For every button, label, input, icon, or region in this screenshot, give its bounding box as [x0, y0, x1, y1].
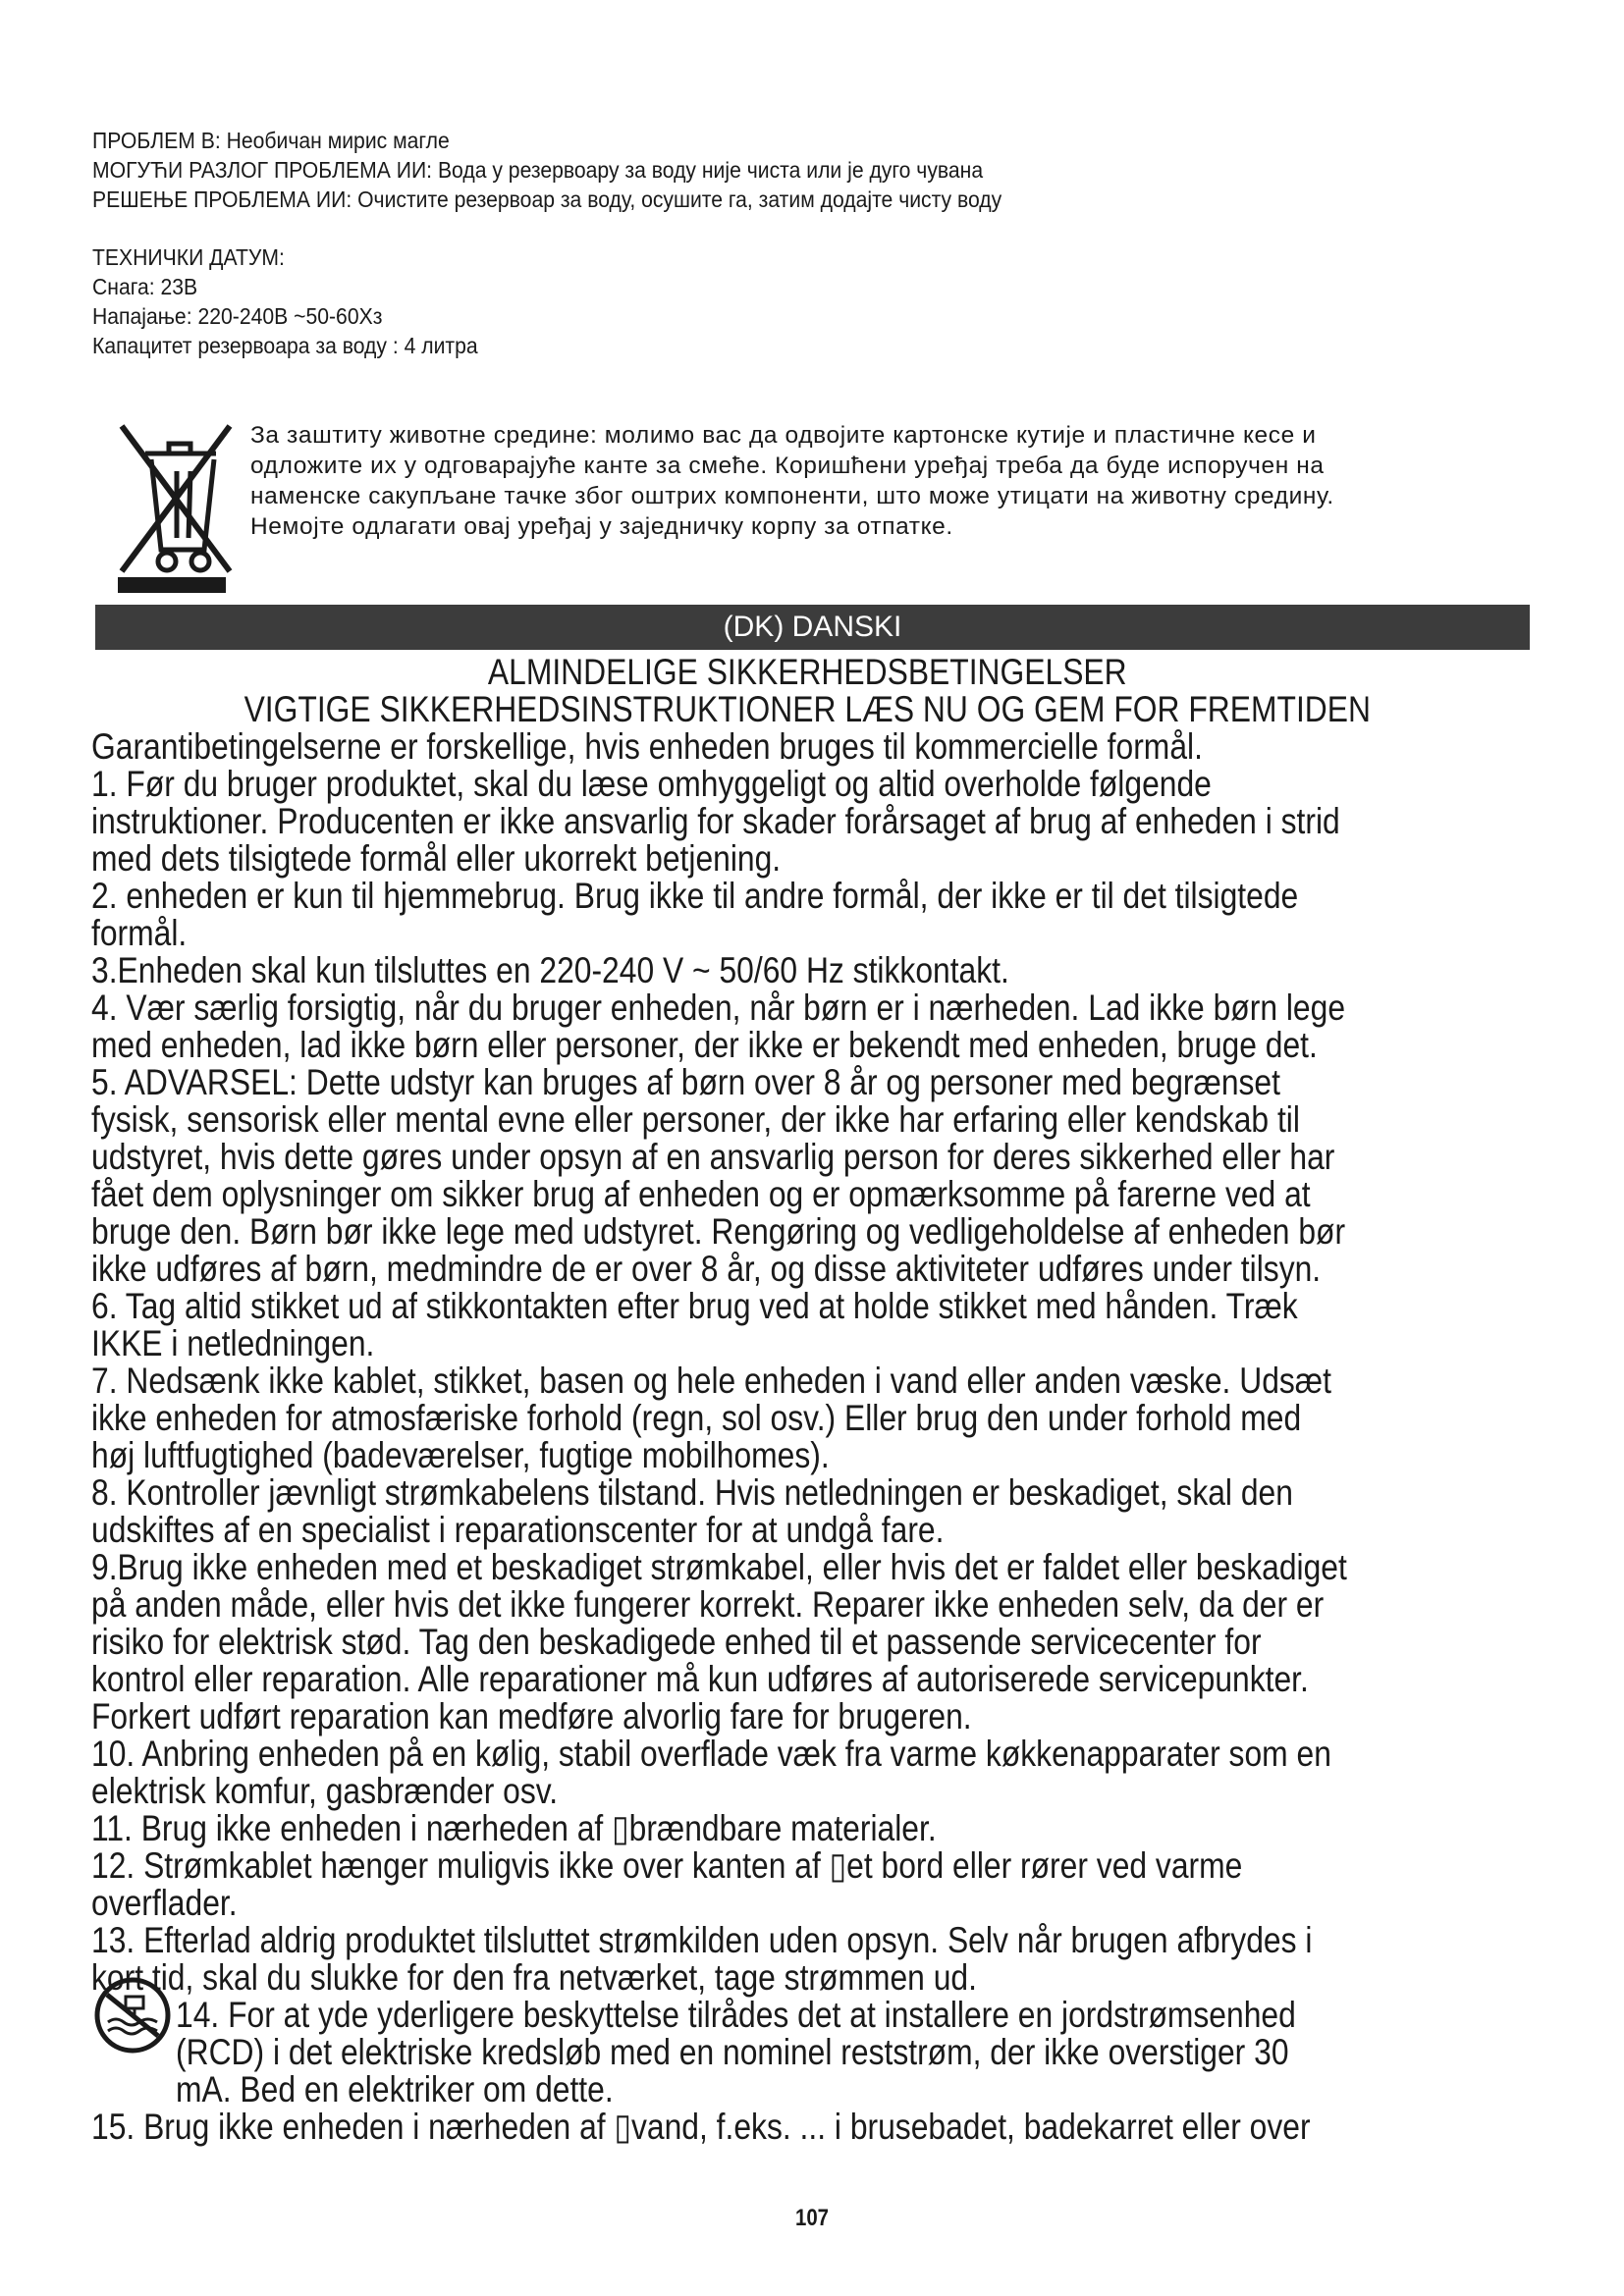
dk-line: 11. Brug ikke enheden i nærheden af ▯brændbare materialer. [91, 1808, 937, 1848]
dk-line: Garantibetingelserne er forskellige, hvis enheden bruges til kommercielle formål. [91, 726, 1203, 767]
dk-line: udstyret, hvis dette gøres under opsyn af en ansvarlig person for deres sikkerhed eller har [91, 1137, 1335, 1177]
dk-line: fået dem oplysninger om sikker brug af enheden og er opmærksomme på farerne ved at [91, 1174, 1311, 1214]
dk-title-general: ALMINDELIGE SIKKERHEDSBETINGELSER [487, 652, 1127, 692]
tech-capacity: Капацитет резервоара за воду : 4 литра [92, 333, 478, 358]
dk-line: høj luftfugtighed (badeværelser, fugtige mobilhomes). [91, 1435, 830, 1475]
dk-body [91, 728, 1442, 2146]
dk-line: instruktioner. Producenten er ikke ansvarlig for skader forårsaget af brug af enheden i strid [91, 801, 1340, 841]
environment-note [250, 420, 1546, 542]
dk-line: IKKE i netledningen. [91, 1323, 375, 1363]
language-section-bar: (DK) DANSKI [95, 605, 1530, 650]
env-line: За заштиту животне средине: молимо вас да одвојите картонске кутије и пластичне кесе и [250, 422, 1317, 449]
dk-line-rcd: mA. Bed en elektriker om dette. [176, 2069, 614, 2109]
tech-supply: Напајање: 220-240В ~50-60Хз [92, 303, 383, 329]
dk-line: med dets tilsigtede formål eller ukorrekt betjening. [91, 838, 782, 879]
tech-power: Снага: 23В [92, 274, 198, 299]
dk-line: Forkert udført reparation kan medføre alvorlig fare for brugeren. [91, 1696, 972, 1736]
solution-b: РЕШЕЊЕ ПРОБЛЕМА ИИ: Очистите резервоар за воду, осушите га, затим додајте чисту воду [92, 187, 1002, 212]
cause-b: МОГУЋИ РАЗЛОГ ПРОБЛЕМА ИИ: Вода у резервоару за воду није чиста или је дуго чувана [92, 157, 984, 183]
dk-line: bruge den. Børn bør ikke lege med udstyret. Rengøring og vedligeholdelse af enheden bør [91, 1211, 1346, 1252]
dk-line: formål. [91, 913, 188, 953]
dk-line: 8. Kontroller jævnligt strømkabelens tilstand. Hvis netledningen er beskadiget, skal den [91, 1472, 1293, 1513]
dk-line-rcd: (RCD) i det elektriske kredsløb med en nominel reststrøm, der ikke overstiger 30 [176, 2032, 1289, 2072]
crossed-bin-icon [108, 412, 241, 594]
dk-line: 10. Anbring enheden på en kølig, stabil overflade væk fra varme køkkenapparater som en [91, 1734, 1331, 1774]
dk-line: overflader. [91, 1883, 238, 1923]
dk-line: 7. Nedsænk ikke kablet, stikket, basen og hele enheden i vand eller anden væske. Udsæt [91, 1361, 1331, 1401]
dk-line: med enheden, lad ikke børn eller personer, der ikke er bekendt med enheden, bruge det. [91, 1025, 1318, 1065]
env-line: Немојте одлагати овај уређај у заједничку корпу за отпатке. [250, 513, 953, 540]
problem-b: ПРОБЛЕМ B: Необичан мирис магле [92, 128, 450, 153]
dk-line: ikke enheden for atmosfæriske forhold (regn, sol osv.) Eller brug den under forhold med [91, 1398, 1302, 1438]
dk-line: udskiftes af en specialist i reparationscenter for at undgå fare. [91, 1510, 945, 1550]
dk-line: 9.Brug ikke enheden med et beskadiget strømkabel, eller hvis det er faldet eller beskadiget [91, 1547, 1347, 1587]
env-line: наменске сакупљане тачке због оштрих компоненти, што може утицати на животну средину. [250, 483, 1334, 509]
dk-line: elektrisk komfur, gasbrænder osv. [91, 1771, 559, 1811]
dk-line: fysisk, sensorisk eller mental evne eller personer, der ikke har erfaring eller kendskab til [91, 1099, 1300, 1140]
dk-line: 6. Tag altid stikket ud af stikkontakten efter brug ved at holde stikket med hånden. Træk [91, 1286, 1298, 1326]
dk-line: 13. Efterlad aldrig produktet tilsluttet strømkilden uden opsyn. Selv når brugen afbrydes i [91, 1920, 1313, 1960]
dk-line: kontrol eller reparation. Alle reparationer må kun udføres af autoriserede servicepunkter. [91, 1659, 1309, 1699]
danish-instructions [91, 654, 1442, 2146]
page-number: 107 [794, 2205, 830, 2231]
no-water-warning-icon [92, 1975, 173, 2056]
dk-line: ikke udføres af børn, medmindre de er over 8 år, og disse aktiviteter udføres under tilsyn. [91, 1249, 1322, 1289]
dk-title-important: VIGTIGE SIKKERHEDSINSTRUKTIONER LÆS NU OG GEM FOR FREMTIDEN [244, 689, 1371, 729]
dk-line: 4. Vær særlig forsigtig, når du bruger enheden, når børn er i nærheden. Lad ikke børn lege [91, 988, 1346, 1028]
dk-line: 12. Strømkablet hænger muligvis ikke over kanten af ▯et bord eller rører ved varme [91, 1845, 1243, 1886]
dk-line-rcd: 14. For at yde yderligere beskyttelse tilrådes det at installere en jordstrømsenhed [176, 1995, 1296, 2035]
dk-line: 2. enheden er kun til hjemmebrug. Brug ikke til andre formål, der ikke er til det tilsigtede [91, 876, 1299, 916]
dk-line: 1. Før du bruger produktet, skal du læse omhyggeligt og altid overholde følgende [91, 764, 1212, 804]
tech-heading: ТЕХНИЧКИ ДАТУМ: [92, 244, 285, 270]
env-line: одложите их у одговарајуће канте за смеће. Коришћени уређај треба да буде испоручен на [250, 453, 1325, 479]
dk-line: 3.Enheden skal kun tilsluttes en 220-240 V ~ 50/60 Hz stikkontakt. [91, 950, 1009, 990]
serbian-troubleshooting [92, 126, 1430, 360]
dk-line: risiko for elektrisk stød. Tag den beskadigede enhed til et passende servicecenter for [91, 1622, 1262, 1662]
dk-line: 5. ADVARSEL: Dette udstyr kan bruges af børn over 8 år og personer med begrænset [91, 1062, 1280, 1102]
dk-line: 15. Brug ikke enheden i nærheden af ▯vand, f.eks. ... i brusebadet, badekarret eller over [91, 2107, 1311, 2147]
dk-line: kort tid, skal du slukke for den fra netværket, tage strømmen ud. [91, 1957, 977, 1998]
dk-line: på anden måde, eller hvis det ikke fungerer korrekt. Reparer ikke enheden selv, da der er [91, 1584, 1325, 1625]
